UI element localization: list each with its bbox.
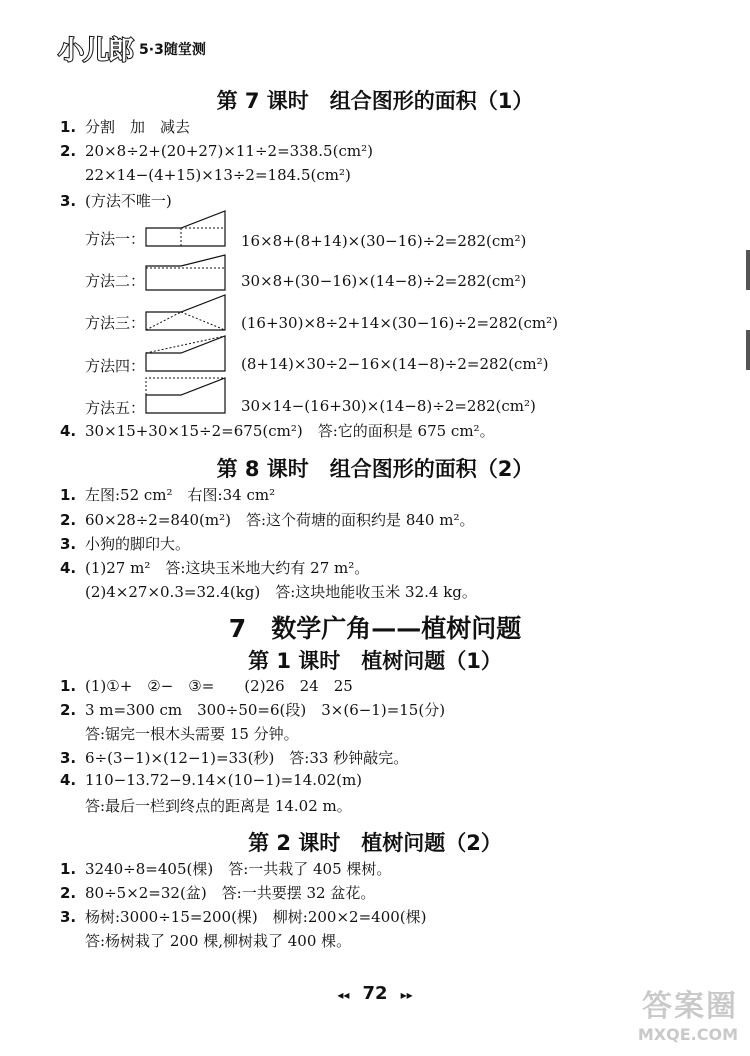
page-edge-mark [746, 330, 750, 370]
method-2-figure [145, 252, 227, 292]
method-5-formula: 30×14−(16+30)×(14−8)÷2=282(cm²) [241, 397, 536, 415]
s7-q2-line2: 22×14−(4+15)×13÷2=184.5(cm²) [85, 166, 351, 184]
c1-q2-line2: 答:锯完一根木头需要 15 分钟。 [85, 725, 299, 743]
c2-q2: 2. 80÷5×2=32(盆) 答:一共要摆 32 盆花。 [60, 884, 376, 902]
method-2-label: 方法二： [85, 272, 146, 290]
series-name: 5·3随堂测 [139, 41, 206, 58]
question-number: 4. [60, 559, 77, 577]
s8-q2: 2. 60×28÷2=840(m²) 答:这个荷塘的面积约是 840 m²。 [60, 511, 475, 529]
method-1-figure [145, 208, 227, 248]
method-3-formula: (16+30)×8÷2+14×(30−16)÷2=282(cm²) [241, 314, 558, 332]
s8-q4-line2: (2)4×27×0.3=32.4(kg) 答:这块地能收玉米 32.4 kg。 [85, 583, 477, 601]
c1-q4-line1: 4. 110−13.72−9.14×(10−1)=14.02(m) [60, 771, 363, 789]
method-2-formula: 30×8+(30−16)×(14−8)÷2=282(cm²) [241, 272, 527, 290]
c2-q1: 1. 3240÷8=405(棵) 答:一共栽了 405 棵树。 [60, 860, 392, 878]
question-number: 2. [60, 142, 77, 160]
c1-q3: 3. 6÷(3−1)×(12−1)=33(秒) 答:33 秒钟敲完。 [60, 749, 409, 767]
c2-q3-line2: 答:杨树栽了 200 棵,柳树栽了 400 棵。 [85, 932, 352, 950]
method-3-label: 方法三： [85, 314, 146, 332]
s7-q4: 4. 30×15+30×15÷2=675(cm²) 答:它的面积是 675 cm²。 [60, 422, 495, 440]
brand-logo: 小儿郎 [58, 36, 134, 66]
question-number: 4. [60, 771, 77, 789]
section-title-c2: 第 2 课时 植树问题（2） [248, 831, 502, 855]
watermark: 答案圈 MXQE.COM [637, 988, 738, 1044]
c2-q3-line1: 3. 杨树:3000÷15=200(棵) 柳树:200×2=400(棵) [60, 908, 427, 926]
s8-q3: 3. 小狗的脚印大。 [60, 535, 191, 553]
method-4-label: 方法四： [85, 357, 146, 375]
method-1-label: 方法一： [85, 230, 146, 248]
question-number: 1. [60, 486, 77, 504]
question-number: 2. [60, 511, 77, 529]
method-4-figure [145, 333, 227, 373]
prev-arrow-icon: ◂◂ [337, 988, 350, 1002]
s7-q3: 3. (方法不唯一) [60, 192, 172, 210]
c1-q1: 1. (1)①+ ②− ③= (2)26 24 25 [60, 677, 353, 695]
question-number: 3. [60, 749, 77, 767]
question-number: 4. [60, 422, 77, 440]
question-number: 2. [60, 701, 77, 719]
c1-q4-line2: 答:最后一栏到终点的距离是 14.02 m。 [85, 797, 352, 815]
section-title-7: 第 7 课时 组合图形的面积（1） [216, 89, 534, 113]
question-number: 3. [60, 908, 77, 926]
question-number: 1. [60, 860, 77, 878]
question-number: 3. [60, 192, 77, 210]
method-3-figure [145, 292, 227, 332]
question-number: 1. [60, 677, 77, 695]
page-edge-mark [746, 250, 750, 290]
method-5-figure [145, 375, 227, 415]
page-number: 72 [362, 983, 388, 1004]
question-number: 2. [60, 884, 77, 902]
method-1-formula: 16×8+(8+14)×(30−16)÷2=282(cm²) [241, 232, 527, 250]
question-number: 3. [60, 535, 77, 553]
question-number: 1. [60, 118, 77, 136]
s8-q1: 1. 左图:52 cm² 右图:34 cm² [60, 486, 276, 504]
section-title-c1: 第 1 课时 植树问题（1） [248, 649, 502, 673]
c1-q2-line1: 2. 3 m=300 cm 300÷50=6(段) 3×(6−1)=15(分) [60, 701, 446, 719]
next-arrow-icon: ▸▸ [400, 988, 413, 1002]
s7-q2-line1: 2. 20×8÷2+(20+27)×11÷2=338.5(cm²) [60, 142, 373, 160]
method-4-formula: (8+14)×30÷2−16×(14−8)÷2=282(cm²) [241, 355, 549, 373]
method-5-label: 方法五： [85, 399, 146, 417]
section-title-8: 第 8 课时 组合图形的面积（2） [216, 457, 534, 481]
s7-q1: 1. 分割 加 减去 [60, 118, 191, 136]
header [58, 30, 206, 67]
chapter-title: 7 数学广角——植树问题 [228, 614, 522, 643]
s8-q4-line1: 4. (1)27 m² 答:这块玉米地大约有 27 m²。 [60, 559, 370, 577]
